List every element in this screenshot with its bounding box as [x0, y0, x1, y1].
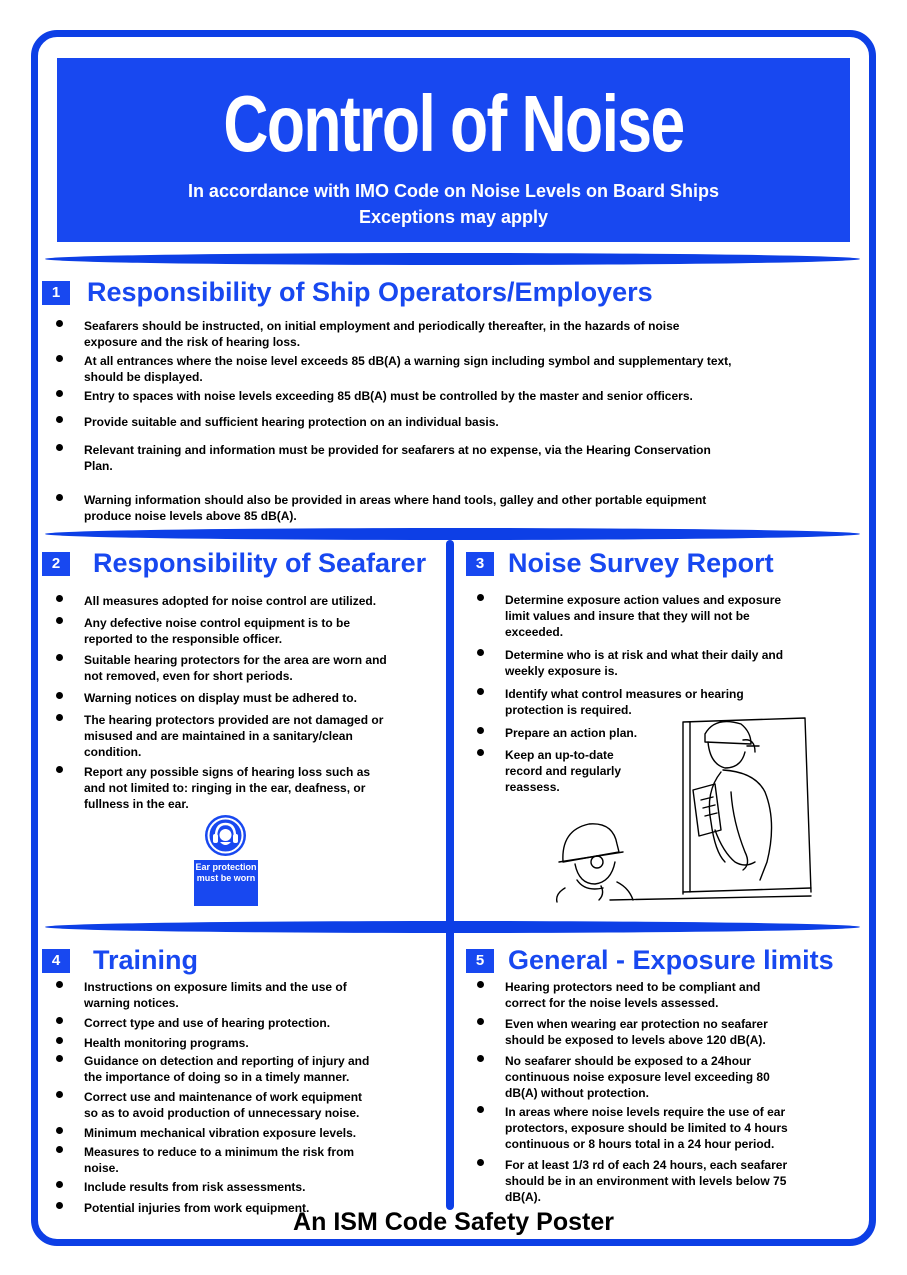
list-item: Keep an up-to-date record and regularly reassess. [475, 747, 625, 795]
section-5-title: General - Exposure limits [508, 945, 834, 975]
list-item: Prepare an action plan. [475, 725, 805, 741]
section-2-title: Responsibility of Seafarer [93, 548, 427, 578]
poster-subtitle [57, 178, 850, 230]
list-item: Determine exposure action values and exposure limit values and insure that they will not be exceeded. [475, 592, 805, 640]
section-1-list [54, 318, 734, 524]
ear-protection-sign [194, 815, 258, 906]
list-item: Warning notices on display must be adhered to. [54, 690, 389, 706]
list-item: In areas where noise levels require the use of ear protectors, exposure should be limited to 4 hours continuous or 8 hours total in a 24 hour period. [475, 1104, 800, 1152]
list-item: Identify what control measures or hearing protection is required. [475, 686, 805, 718]
poster-title: Control of Noise [223, 79, 684, 168]
column-divider [446, 540, 454, 1210]
poster-footer: An ISM Code Safety Poster [293, 1208, 614, 1236]
subtitle-line-1: In accordance with IMO Code on Noise Levels on Board Ships [187, 181, 720, 201]
section-2-header [42, 548, 426, 579]
section-4-header [42, 945, 198, 976]
list-item: The hearing protectors provided are not damaged or misused and are maintained in a sanitary/clean condition. [54, 712, 389, 760]
list-item: Determine who is at risk and what their daily and weekly exposure is. [475, 647, 805, 679]
section-2-list [54, 593, 389, 812]
section-1-header [42, 277, 653, 308]
list-item: Report any possible signs of hearing loss such as and not limited to: ringing in the ear, deafness, or fullness in the ear. [54, 764, 389, 812]
list-item: Measures to reduce to a minimum the risk from noise. [54, 1144, 374, 1176]
section-4-title: Training [93, 945, 199, 975]
list-item: Any defective noise control equipment is to be reported to the responsible officer. [54, 615, 389, 647]
ear-protection-icon [205, 815, 246, 856]
list-item: At all entrances where the noise level exceeds 85 dB(A) a warning sign including symbol and supplementary text, should be displayed. [54, 353, 734, 385]
list-item: For at least 1/3 rd of each 24 hours, each seafarer should be in an environment with levels below 75 dB(A). [475, 1157, 800, 1205]
section-3-number: 3 [466, 552, 494, 576]
section-2-number: 2 [42, 552, 70, 576]
list-item: All measures adopted for noise control are utilized. [54, 593, 389, 609]
list-item: Hearing protectors need to be compliant and correct for the noise levels assessed. [475, 979, 800, 1011]
list-item: Entry to spaces with noise levels exceeding 85 dB(A) must be controlled by the master and senior officers. [54, 388, 734, 404]
list-item: Correct use and maintenance of work equipment so as to avoid production of unnecessary noise. [54, 1089, 374, 1121]
workers-illustration [555, 712, 813, 904]
list-item: Instructions on exposure limits and the use of warning notices. [54, 979, 374, 1011]
section-4-list [54, 979, 374, 1216]
section-4-number: 4 [42, 949, 70, 973]
header-banner [57, 58, 850, 242]
list-item: Minimum mechanical vibration exposure levels. [54, 1125, 374, 1141]
list-item: Provide suitable and sufficient hearing protection on an individual basis. [54, 414, 734, 430]
list-item: Suitable hearing protectors for the area are worn and not removed, even for short periods. [54, 652, 389, 684]
list-item: Include results from risk assessments. [54, 1179, 374, 1195]
list-item: Potential injuries from work equipment. [54, 1200, 374, 1216]
list-item: Warning information should also be provided in areas where hand tools, galley and other portable equipment produce noise levels above 85 dB(A). [54, 492, 734, 524]
subtitle-line-2: Exceptions may apply [358, 207, 549, 227]
list-item: Relevant training and information must be provided for seafarers at no expense, via the Hearing Conservation Plan. [54, 442, 734, 474]
ear-sign-text: Ear protection must be worn [194, 860, 258, 906]
section-3-header [466, 548, 774, 579]
section-5-list [475, 979, 800, 1205]
list-item: Guidance on detection and reporting of injury and the importance of doing so in a timely manner. [54, 1053, 374, 1085]
section-5-header [466, 945, 834, 976]
list-item: Seafarers should be instructed, on initial employment and periodically thereafter, in the hazards of noise exposure and the risk of hearing loss. [54, 318, 734, 350]
divider-top [45, 253, 860, 265]
list-item: Health monitoring programs. [54, 1035, 374, 1051]
divider-middle [45, 528, 860, 540]
section-1-number: 1 [42, 281, 70, 305]
section-1-title: Responsibility of Ship Operators/Employers [87, 277, 653, 307]
list-item: No seafarer should be exposed to a 24hour continuous noise exposure level exceeding 80 dB(A) without protection. [475, 1053, 800, 1101]
list-item: Even when wearing ear protection no seafarer should be exposed to levels above 120 dB(A). [475, 1016, 800, 1048]
section-5-number: 5 [466, 949, 494, 973]
section-3-title: Noise Survey Report [508, 548, 774, 578]
list-item: Correct type and use of hearing protection. [54, 1015, 374, 1031]
